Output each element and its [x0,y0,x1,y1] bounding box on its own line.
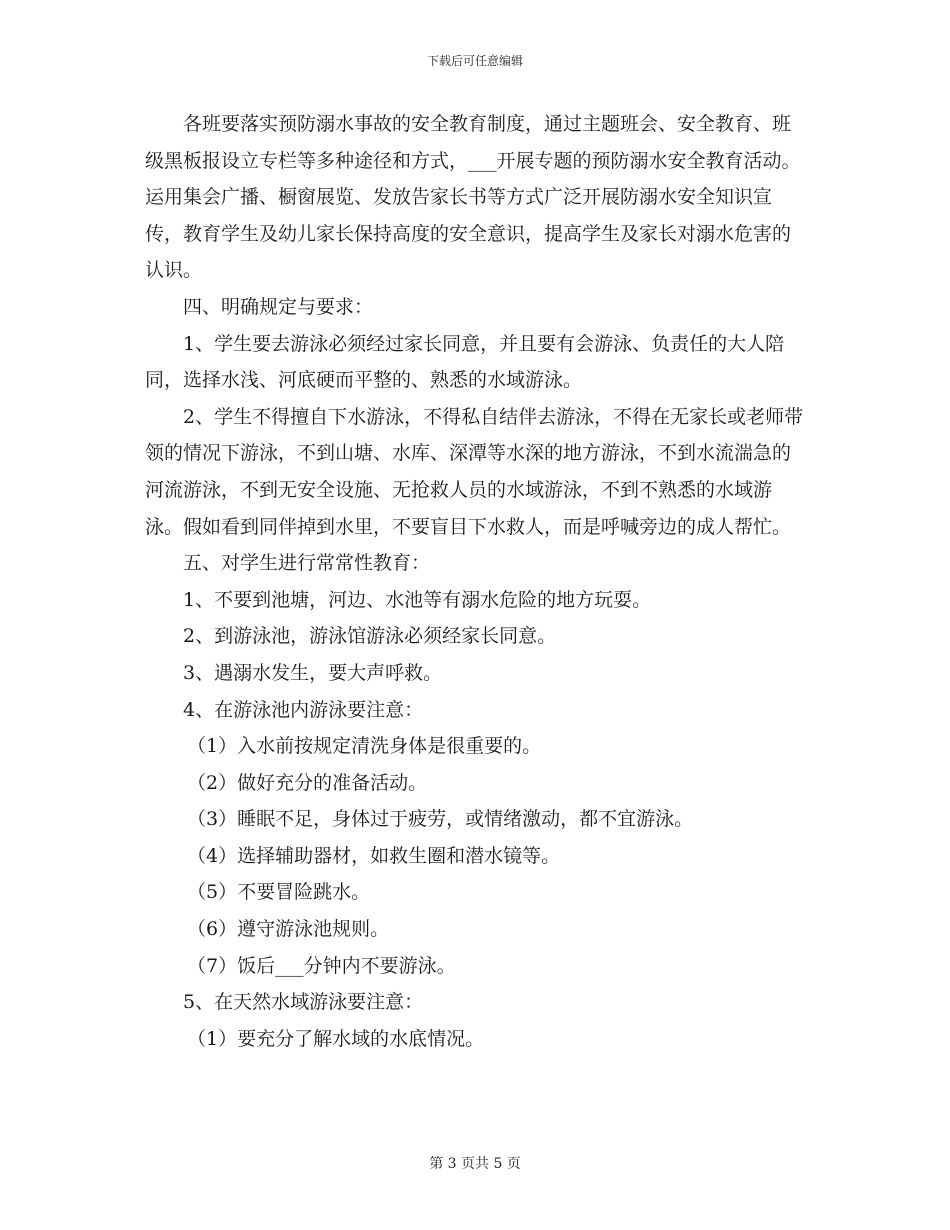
paragraph-safety-education: 各班要落实预防溺水事故的安全教育制度，通过主题班会、安全教育、班级黑板报设立专栏等多种途径和方式，___开展专题的预防溺水安全教育活动。运用集会广播、橱窗展览、发放告家长书等方式广泛开展防溺水安全知识宣传，教育学生及幼儿家长保持高度的安全意识，提高学生及家长对溺水危害的认识。 [145,113,801,282]
pool-note-5: （5）不要冒险跳水。 [187,881,371,904]
section-heading-education: 五、对学生进行常常性教育： [183,552,431,575]
pool-note-4: （4）选择辅助器材，如救生圈和潜水镜等。 [187,844,561,867]
section-heading-rules: 四、明确规定与要求： [183,295,374,318]
pool-note-1: （1）入水前按规定清洗身体是很重要的。 [187,735,542,758]
pool-note-6: （6）遵守游泳池规则。 [187,918,390,941]
pool-note-3: （3）睡眠不足，身体过于疲劳，或情绪激动，都不宜游泳。 [187,808,694,831]
rule-item-1: 1、学生要去游泳必须经过家长同意，并且要有会游泳、负责任的大人陪同，选择水浅、河底硬而平整的、熟悉的水域游泳。 [145,332,785,392]
page-header: 下载后可任意编辑 [426,54,523,68]
pool-note-2: （2）做好充分的准备活动。 [187,771,428,794]
pool-note-7: （7）饭后___分钟内不要游泳。 [187,954,456,977]
education-item-3: 3、遇溺水发生，要大声呼救。 [183,661,443,684]
education-item-5: 5、在天然水域游泳要注意： [183,991,424,1014]
natural-water-note-1: （1）要充分了解水域的水底情况。 [187,1027,485,1050]
document-body [145,106,807,1057]
education-item-4: 4、在游泳池内游泳要注意： [183,698,424,721]
education-item-2: 2、到游泳池，游泳馆游泳必须经家长同意。 [183,625,557,648]
rule-item-2: 2、学生不得擅自下水游泳，不得私自结伴去游泳，不得在无家长或老师带领的情况下游泳，不到山塘、水库、深潭等水深的地方游泳，不到水流湍急的河流游泳，不到无安全设施、无抢救人员的水域游泳，不到不熟悉的水域游泳。假如看到同伴掉到水里，不要盲目下水救人，而是呼喊旁边的成人帮忙。 [145,405,804,538]
page-footer: 第 3 页共 5 页 [429,1156,521,1172]
education-item-1: 1、不要到池塘，河边、水池等有溺水危险的地方玩耍。 [183,588,652,611]
